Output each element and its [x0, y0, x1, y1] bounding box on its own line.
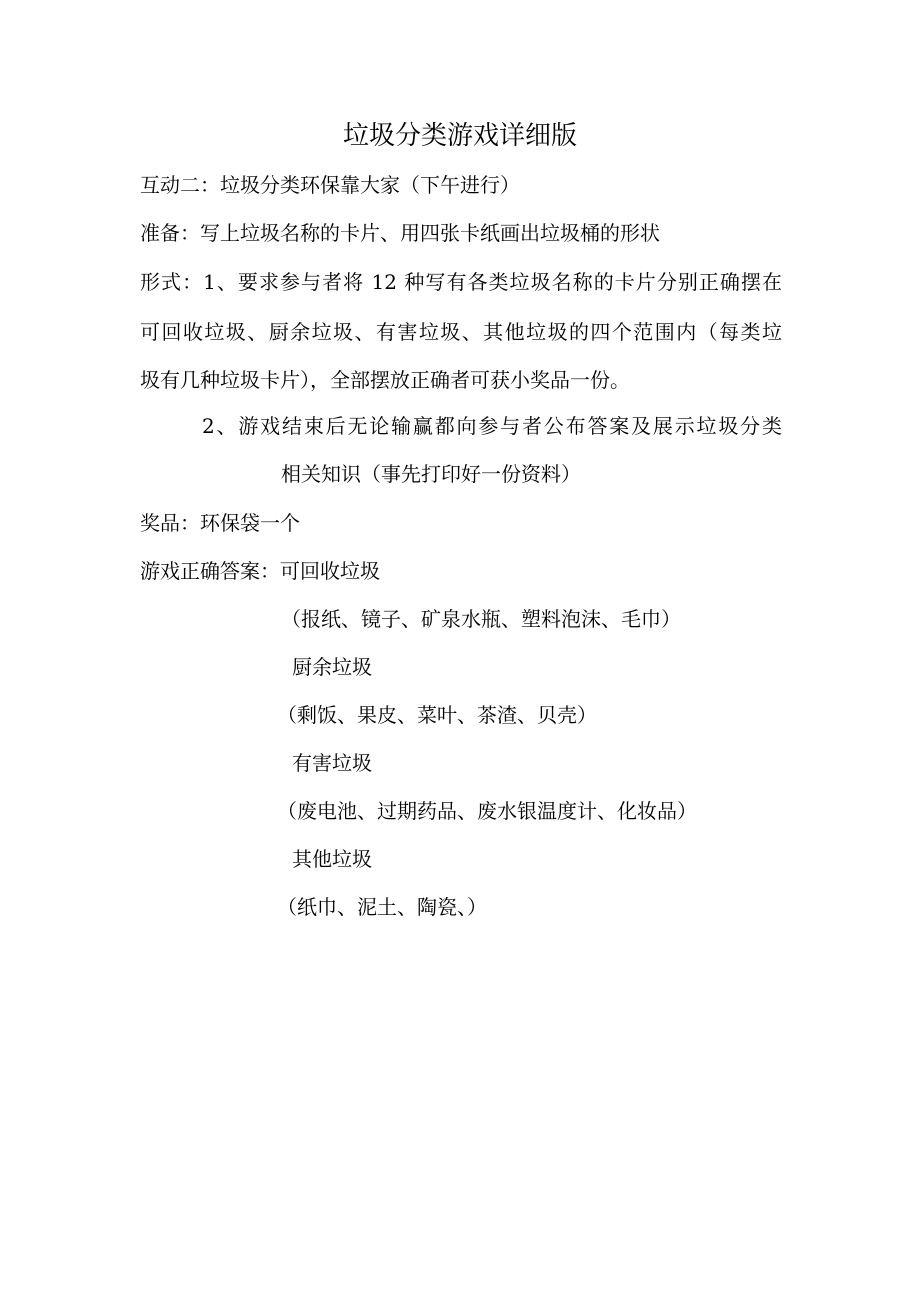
other-items: （纸巾、泥土、陶瓷、）	[277, 895, 487, 919]
document-title: 垃圾分类游戏详细版	[342, 121, 577, 151]
format-rule1-line3: 圾有几种垃圾卡片），全部摆放正确者可获小奖品一份。	[140, 368, 630, 392]
activity-line: 互动二：垃圾分类环保靠大家（下午进行）	[140, 173, 520, 197]
format-rule2-line1: 2、游戏结束后无论输赢都向参与者公布答案及展示垃圾分类	[202, 414, 782, 438]
format-rule1-line1: 形式：1、要求参与者将 12 种写有各类垃圾名称的卡片分别正确摆在	[140, 270, 782, 294]
preparation-line: 准备：写上垃圾名称的卡片、用四张卡纸画出垃圾桶的形状	[140, 221, 660, 245]
format-rule2-line2: 相关知识（事先打印好一份资料）	[281, 462, 581, 486]
other-category: 其他垃圾	[292, 847, 372, 871]
hazardous-category: 有害垃圾	[292, 751, 372, 775]
answers-heading: 游戏正确答案：可回收垃圾	[140, 559, 380, 583]
kitchen-category: 厨余垃圾	[292, 655, 372, 679]
format-rule1-line2: 可回收垃圾、厨余垃圾、有害垃圾、其他垃圾的四个范围内（每类垃	[140, 320, 782, 344]
prize-line: 奖品：环保袋一个	[140, 511, 300, 535]
kitchen-items: （剩饭、果皮、菜叶、茶渣、贝壳）	[277, 703, 597, 727]
recyclable-items: （报纸、镜子、矿泉水瓶、塑料泡沫、毛巾）	[281, 607, 681, 631]
hazardous-items: （废电池、过期药品、废水银温度计、化妆品）	[277, 799, 697, 823]
